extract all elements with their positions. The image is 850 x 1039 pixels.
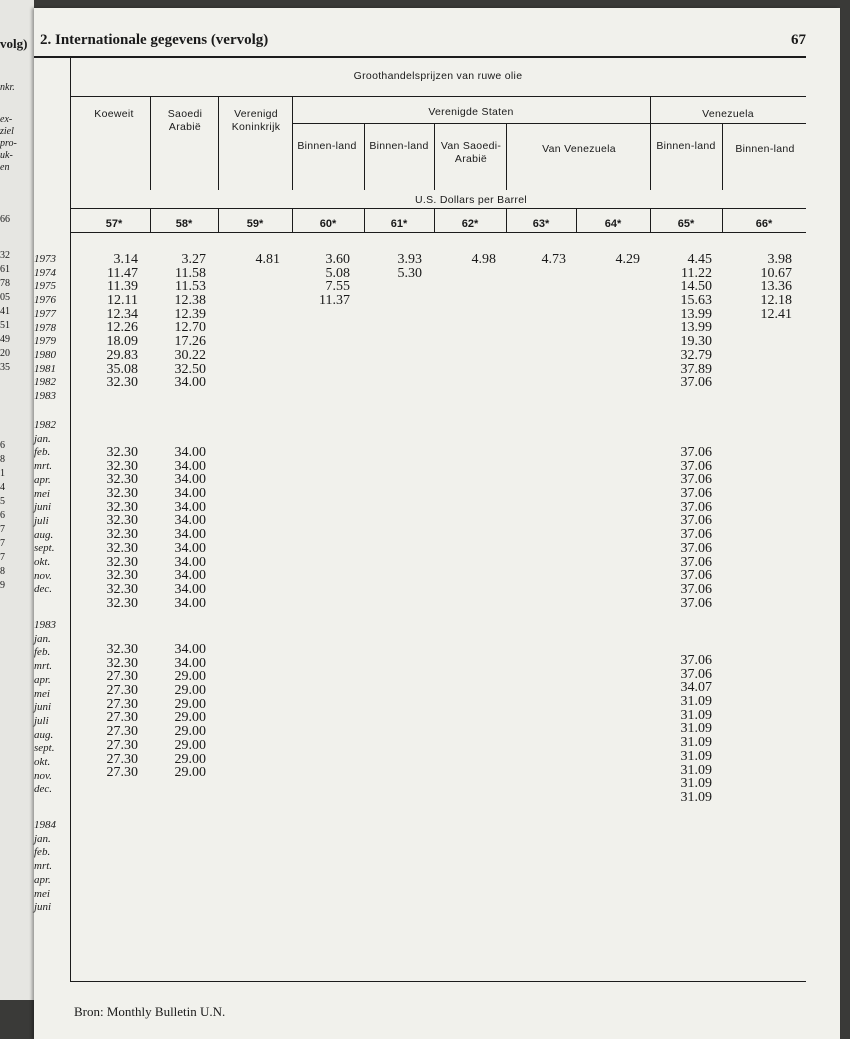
- header-binnenland: Binnen-land: [656, 140, 716, 152]
- table-cell: 34.00: [174, 642, 206, 657]
- table-cell: 32.30: [106, 595, 138, 611]
- table-cell: 37.06: [680, 445, 712, 460]
- row-label: 1980: [34, 348, 56, 361]
- table-cell: 3.27: [181, 252, 206, 267]
- column-number: 64*: [604, 218, 622, 230]
- row-label: 1984: [34, 819, 56, 831]
- column-saoedi-1982: [164, 446, 206, 610]
- table-cell: 11.39: [107, 279, 138, 295]
- row-label: sept.: [34, 542, 55, 555]
- row-label: dec.: [34, 783, 53, 796]
- table-cell: 29.00: [174, 710, 206, 726]
- table-cell: 34.00: [174, 513, 206, 529]
- header-binnenland: Binnen-land: [735, 143, 795, 155]
- table-cell: 32.30: [106, 642, 138, 657]
- table-cell: 34.00: [174, 527, 206, 543]
- row-label: dec.: [34, 583, 53, 596]
- header-verenigd-koninkrijk: Verenigd Koninkrijk: [231, 108, 281, 133]
- table-cell: 12.11: [107, 293, 138, 309]
- table-cell: 32.30: [106, 568, 138, 584]
- row-label: 1978: [34, 321, 56, 334]
- table-cell: 12.41: [760, 306, 792, 322]
- row-label: mei: [34, 887, 50, 900]
- prev-fragment: 41: [0, 306, 10, 317]
- table-cell: 32.30: [106, 655, 138, 671]
- column-number: 60*: [319, 218, 337, 230]
- row-label: mrt.: [34, 660, 53, 673]
- table-cell: 4.81: [255, 252, 280, 267]
- column-number: 65*: [677, 218, 695, 230]
- prev-fragment: 7: [0, 552, 5, 563]
- prev-fragment: 8: [0, 566, 5, 577]
- column-vz-binnenland-1983: [666, 654, 712, 805]
- table-cell: 37.06: [680, 666, 712, 682]
- table-cell: 11.22: [681, 265, 712, 281]
- header-binnenland: Binnen-land: [369, 140, 429, 152]
- stub-column-rule: [70, 58, 71, 982]
- row-labels-1984: [34, 819, 56, 915]
- source-note: Bron: Monthly Bulletin U.N.: [74, 1004, 226, 1019]
- table-cell: 32.30: [106, 375, 138, 391]
- table-cell: 3.93: [397, 252, 422, 267]
- row-label: aug.: [34, 728, 54, 741]
- document-page: [34, 8, 840, 1039]
- column-saoedi-annual: [164, 253, 206, 390]
- col-divider: [150, 96, 151, 190]
- table-cell: 11.37: [319, 293, 350, 309]
- table-cell: 27.30: [106, 737, 138, 753]
- table-cell: 32.79: [680, 347, 712, 363]
- table-cell: 34.00: [174, 540, 206, 556]
- table-cell: 12.38: [174, 293, 206, 309]
- table-cell: 32.30: [106, 513, 138, 529]
- prev-fragment: 61: [0, 264, 10, 275]
- vz-subheader-rule: [650, 123, 806, 124]
- row-label: 1976: [34, 294, 56, 307]
- column-saoedi-1983: [164, 643, 206, 780]
- row-label: jan.: [34, 832, 51, 845]
- table-main-heading: Groothandelsprijzen van ruwe olie: [353, 70, 523, 82]
- table-cell: 31.09: [680, 789, 712, 805]
- row-label: jan.: [34, 632, 51, 645]
- row-label: nov.: [34, 769, 52, 782]
- header-verenigde-staten: Verenigde Staten: [428, 106, 514, 118]
- table-cell: 5.30: [397, 265, 422, 281]
- column-koeweit-1983: [96, 643, 138, 780]
- prev-fragment: 6: [0, 510, 5, 521]
- table-cell: 31.09: [680, 735, 712, 751]
- row-label: sept.: [34, 742, 55, 755]
- table-cell: 5.08: [325, 265, 350, 281]
- row-label: okt.: [34, 556, 51, 569]
- prev-fragment: 5: [0, 496, 5, 507]
- table-cell: 18.09: [106, 334, 138, 350]
- col-divider: [364, 123, 365, 190]
- table-cell: 27.30: [106, 710, 138, 726]
- row-label: 1982: [34, 376, 56, 389]
- column-vs-van-venezuela2-annual: [598, 253, 640, 267]
- table-cell: 13.99: [680, 320, 712, 336]
- row-label: jan.: [34, 432, 51, 445]
- prev-fragment: 78: [0, 278, 10, 289]
- header-koeweit: Koeweit: [94, 108, 134, 120]
- vs-subheader-rule: [292, 123, 650, 124]
- table-cell: 17.26: [174, 334, 206, 350]
- table-cell: 12.18: [760, 293, 792, 309]
- column-vz-binnenland2-annual: [746, 253, 792, 321]
- column-vs-binnenland-annual: [308, 253, 350, 308]
- table-cell: 14.50: [680, 279, 712, 295]
- row-labels-1983: [34, 619, 56, 797]
- table-cell: 29.00: [174, 724, 206, 740]
- prev-fragment: 8: [0, 454, 5, 465]
- table-cell: 37.06: [680, 513, 712, 529]
- prev-fragment: 66: [0, 214, 10, 225]
- row-label: juli: [34, 514, 49, 527]
- table-bottom-rule: [70, 981, 806, 982]
- column-koeweit-annual: [96, 253, 138, 390]
- row-label: 1973: [34, 253, 56, 265]
- table-cell: 27.30: [106, 696, 138, 712]
- column-number: 62*: [461, 218, 479, 230]
- row-label: apr.: [34, 673, 51, 686]
- table-cell: 12.70: [174, 320, 206, 336]
- row-label: aug.: [34, 528, 54, 541]
- table-cell: 4.98: [471, 252, 496, 267]
- prev-fragment: 49: [0, 334, 10, 345]
- col-divider: [434, 123, 435, 190]
- table-cell: 34.00: [174, 375, 206, 391]
- row-label: 1983: [34, 390, 56, 403]
- table-cell: 29.83: [106, 347, 138, 363]
- row-label: apr.: [34, 473, 51, 486]
- table-cell: 31.09: [680, 776, 712, 792]
- table-cell: 3.60: [325, 252, 350, 267]
- table-cell: 27.30: [106, 765, 138, 781]
- prev-fragment: uk-: [0, 150, 13, 161]
- table-cell: 34.07: [680, 680, 712, 696]
- table-cell: 32.30: [106, 554, 138, 570]
- header-unit: U.S. Dollars per Barrel: [415, 194, 527, 206]
- table-cell: 31.09: [680, 694, 712, 710]
- prev-fragment: 51: [0, 320, 10, 331]
- table-cell: 37.06: [680, 375, 712, 391]
- prev-fragment: 6: [0, 440, 5, 451]
- row-label: juni: [34, 701, 52, 714]
- row-label: mei: [34, 687, 50, 700]
- table-cell: 37.06: [680, 595, 712, 611]
- table-cell: 29.00: [174, 765, 206, 781]
- row-label: 1977: [34, 307, 56, 320]
- table-cell: 34.00: [174, 458, 206, 474]
- header-binnenland: Binnen-land: [297, 140, 357, 152]
- table-cell: 11.58: [175, 265, 206, 281]
- table-cell: 3.14: [113, 252, 138, 267]
- column-number: 61*: [390, 218, 408, 230]
- row-label: juli: [34, 714, 49, 727]
- row-label: juni: [34, 501, 52, 514]
- row-labels-years: [34, 253, 56, 404]
- row-label: feb.: [34, 846, 51, 859]
- table-cell: 4.73: [541, 252, 566, 267]
- unit-top-rule: [70, 208, 806, 209]
- row-label: mrt.: [34, 460, 53, 473]
- table-cell: 34.00: [174, 499, 206, 515]
- prev-fragment: 20: [0, 348, 10, 359]
- table-cell: 37.06: [680, 540, 712, 556]
- table-cell: 32.30: [106, 486, 138, 502]
- prev-fragment: 35: [0, 362, 10, 373]
- column-number: 58*: [175, 218, 193, 230]
- table-cell: 32.30: [106, 581, 138, 597]
- column-vs-van-venezuela-annual: [524, 253, 566, 267]
- row-label: juni: [34, 901, 52, 914]
- prev-fragment: 7: [0, 524, 5, 535]
- prev-fragment: 7: [0, 538, 5, 549]
- row-label: feb.: [34, 446, 51, 459]
- table-cell: 34.00: [174, 595, 206, 611]
- prev-fragment: pro-: [0, 138, 17, 149]
- table-cell: 31.09: [680, 762, 712, 778]
- table-cell: 32.30: [106, 472, 138, 488]
- table-cell: 37.06: [680, 486, 712, 502]
- col-divider: [506, 123, 507, 190]
- header-van-venezuela: Van Venezuela: [542, 143, 616, 155]
- table-cell: 37.06: [680, 527, 712, 543]
- table-cell: 13.36: [760, 279, 792, 295]
- prev-fragment: ziel: [0, 126, 14, 137]
- table-cell: 27.30: [106, 669, 138, 685]
- table-cell: 29.00: [174, 737, 206, 753]
- table-cell: 29.00: [174, 696, 206, 712]
- table-cell: 32.30: [106, 458, 138, 474]
- table-cell: 34.00: [174, 472, 206, 488]
- prev-fragment: en: [0, 162, 10, 173]
- column-number: 66*: [755, 218, 773, 230]
- column-number: 63*: [532, 218, 550, 230]
- col-divider: [218, 96, 219, 190]
- row-label: mrt.: [34, 860, 53, 873]
- row-label: 1975: [34, 280, 56, 293]
- prev-fragment: 1: [0, 468, 5, 479]
- row-label: nov.: [34, 569, 52, 582]
- prev-fragment: nkr.: [0, 82, 15, 93]
- table-cell: 32.30: [106, 540, 138, 556]
- table-cell: 12.34: [106, 306, 138, 322]
- table-cell: 34.00: [174, 486, 206, 502]
- table-cell: 32.30: [106, 445, 138, 460]
- table-cell: 32.30: [106, 527, 138, 543]
- column-vz-binnenland-annual: [666, 253, 712, 390]
- header-rule: [70, 96, 806, 97]
- prev-fragment: 4: [0, 482, 5, 493]
- table-cell: 31.09: [680, 721, 712, 737]
- table-cell: 32.50: [174, 361, 206, 377]
- table-cell: 37.06: [680, 568, 712, 584]
- table-cell: 31.09: [680, 748, 712, 764]
- row-label: 1974: [34, 266, 56, 279]
- header-van-saoedi-arabie: Van Saoedi-Arabië: [440, 140, 502, 165]
- table-cell: 12.26: [106, 320, 138, 336]
- table-cell: 29.00: [174, 683, 206, 699]
- table-cell: 37.06: [680, 581, 712, 597]
- col-divider: [722, 123, 723, 190]
- table-cell: 37.06: [680, 554, 712, 570]
- table-cell: 27.30: [106, 724, 138, 740]
- table-cell: 4.45: [687, 252, 712, 267]
- table-cell: 37.89: [680, 361, 712, 377]
- table-cell: 4.29: [615, 252, 640, 267]
- table-cell: 37.06: [680, 458, 712, 474]
- table-cell: 12.39: [174, 306, 206, 322]
- header-venezuela: Venezuela: [702, 108, 754, 120]
- row-label: okt.: [34, 756, 51, 769]
- table-cell: 30.22: [174, 347, 206, 363]
- row-label: feb.: [34, 646, 51, 659]
- page-title: 2. Internationale gegevens (vervolg): [40, 32, 269, 48]
- header-saoedi-arabie: Saoedi Arabië: [167, 108, 203, 133]
- table-cell: 37.06: [680, 653, 712, 668]
- table-top-rule: [34, 56, 806, 58]
- table-cell: 10.67: [760, 265, 792, 281]
- row-label: 1982: [34, 419, 56, 431]
- table-cell: 11.53: [175, 279, 206, 295]
- table-cell: 19.30: [680, 334, 712, 350]
- table-cell: 27.30: [106, 751, 138, 767]
- prev-fragment: 32: [0, 250, 10, 261]
- column-vs-binnenland2-annual: [380, 253, 422, 280]
- table-cell: 13.99: [680, 306, 712, 322]
- prev-fragment: volg): [0, 36, 28, 51]
- table-cell: 3.98: [767, 252, 792, 267]
- table-cell: 34.00: [174, 445, 206, 460]
- column-number-rule: [70, 232, 806, 233]
- column-number: 59*: [246, 218, 264, 230]
- table-cell: 7.55: [325, 279, 350, 295]
- row-label: mei: [34, 487, 50, 500]
- prev-fragment: 05: [0, 292, 10, 303]
- table-cell: 29.00: [174, 669, 206, 685]
- prev-fragment: ex-: [0, 114, 13, 125]
- row-label: 1981: [34, 362, 56, 375]
- table-cell: 34.00: [174, 568, 206, 584]
- table-cell: 32.30: [106, 499, 138, 515]
- column-vk-annual: [238, 253, 280, 267]
- previous-page-edge: [0, 0, 34, 1000]
- column-number: 57*: [105, 218, 123, 230]
- table-cell: 31.09: [680, 707, 712, 723]
- table-cell: 15.63: [680, 293, 712, 309]
- page-number: 67: [791, 32, 806, 48]
- row-labels-1982: [34, 419, 56, 597]
- table-cell: 37.06: [680, 499, 712, 515]
- column-vz-binnenland-1982: [666, 446, 712, 610]
- prev-fragment: 9: [0, 580, 5, 591]
- table-cell: 11.47: [107, 265, 138, 281]
- table-cell: 37.06: [680, 472, 712, 488]
- row-label: 1983: [34, 619, 56, 631]
- row-label: 1979: [34, 335, 56, 348]
- row-label: apr.: [34, 873, 51, 886]
- table-cell: 34.00: [174, 554, 206, 570]
- table-cell: 29.00: [174, 751, 206, 767]
- table-cell: 27.30: [106, 683, 138, 699]
- table-cell: 34.00: [174, 655, 206, 671]
- table-cell: 35.08: [106, 361, 138, 377]
- column-vs-van-saoedi-annual: [454, 253, 496, 267]
- column-koeweit-1982: [96, 446, 138, 610]
- table-cell: 34.00: [174, 581, 206, 597]
